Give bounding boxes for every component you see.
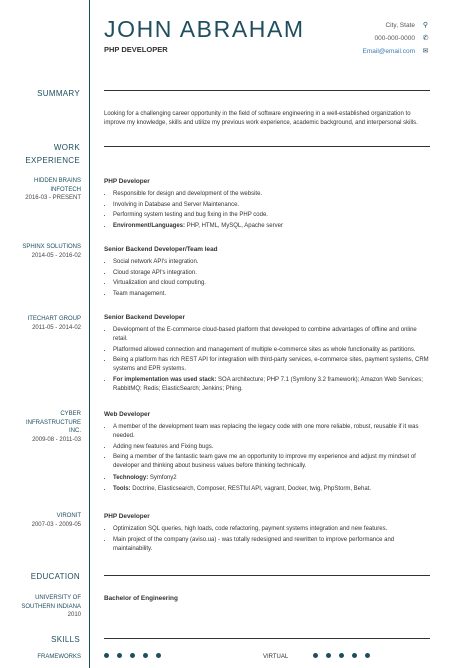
job-meta <box>0 243 81 260</box>
job-details <box>104 410 430 495</box>
tech-text: Symfony2 <box>148 475 177 481</box>
company-name: ITECHART GROUP <box>27 316 81 322</box>
skills-heading: SKILLS <box>51 635 80 644</box>
job-bullet: • Adding new features and Fixing bugs. <box>113 443 430 452</box>
tools-label: Tools: <box>113 485 131 492</box>
email-link[interactable]: Email@email.com <box>362 48 415 55</box>
experience-heading <box>0 141 80 167</box>
rating-dot-icon <box>339 653 344 658</box>
education-meta <box>0 594 81 620</box>
job-bullet <box>113 474 430 483</box>
location-text: City, State <box>385 22 415 29</box>
stack-text: SOA architecture; PHP 7.1 (Symfony 3.2 framework); Amazon Web Services; RabbitMQ; Redis; ElasticSearch; Jenkins; Phing. <box>113 376 423 392</box>
job-bullet: • Responsible for design and development of the website. <box>113 190 430 199</box>
job-bullet <box>113 376 430 394</box>
rating-dot-icon <box>352 653 357 658</box>
phone-text: 000-000-0000 <box>374 35 415 42</box>
job-bullets <box>104 326 430 394</box>
company-name-line2: INFOTECH <box>50 186 81 193</box>
job-bullet <box>113 485 430 494</box>
company-name: SPHINX SOLUTIONS <box>22 244 81 250</box>
job-bullet <box>113 222 430 231</box>
job-details <box>104 313 430 395</box>
phone-icon: ✆ <box>422 35 429 42</box>
skills-divider <box>104 638 430 639</box>
job-dates: 2011-05 - 2014-02 <box>32 324 81 331</box>
env-text: PHP, HTML, MySQL, Apache server <box>185 222 283 229</box>
skill-label: FRAMEWORKS <box>37 654 81 660</box>
job-bullet: • Being a member of the fantastic team gave me an opportunity to improve my experience and adjust my mindset of developer and thinking about business values before thinking technically. <box>113 453 430 471</box>
map-pin-icon: ⚲ <box>422 22 429 29</box>
rating-dot-icon <box>156 653 161 658</box>
job-bullet: • Platformed allowed connection and management of multiple e-commerce sites as whole functionality as partitions. <box>113 346 430 355</box>
skill-rating-dots <box>104 653 161 658</box>
job-bullets <box>104 423 430 471</box>
school-name: UNIVERSITY OF <box>35 595 81 601</box>
job-bullet: • Main project of the company (aviso.ua) - was totally redesigned and rewritten to improve performance and maintainability. <box>113 536 430 554</box>
contact-email[interactable] <box>363 45 430 58</box>
job-bullet: • Cloud storage API's integration. <box>113 269 430 278</box>
job-tech-list <box>104 474 430 494</box>
job-bullet: • Social network API's integration. <box>113 258 430 267</box>
contact-location <box>363 19 430 32</box>
resume-header <box>104 16 305 54</box>
job-bullets <box>104 190 430 231</box>
company-name-line2: INFRASTRUCTURE <box>26 419 81 426</box>
rating-dot-icon <box>130 653 135 658</box>
rating-dot-icon <box>365 653 370 658</box>
job-bullet: • Virtualization and cloud computing. <box>113 279 430 288</box>
summary-divider <box>104 90 430 91</box>
job-meta <box>0 512 81 529</box>
job-meta <box>0 410 81 444</box>
job-title: Senior Backend Developer <box>104 314 185 321</box>
candidate-title: PHP DEVELOPER <box>104 45 168 54</box>
candidate-name: JOHN ABRAHAM <box>104 16 305 42</box>
tech-label: Technology: <box>113 475 149 481</box>
graduation-year: 2010 <box>67 612 81 618</box>
company-name: HIDDEN BRAINS <box>33 178 81 184</box>
contact-info <box>363 19 430 58</box>
education-heading: EDUCATION <box>30 572 80 581</box>
experience-heading-line2: EXPERIENCE <box>25 156 80 165</box>
job-title: Web Developer <box>104 411 151 418</box>
job-bullet: • Performing system testing and bug fixing in the PHP code. <box>113 211 430 220</box>
job-bullet: • Being a platform has rich REST API for integration with third-party services, e-commerce sites, payment systems, CRM systems and EPR systems. <box>113 356 430 374</box>
job-bullet: • A member of the development team was replacing the legacy code with one more reliable, robust, reusable if it was needed. <box>113 423 430 441</box>
job-bullet: • Development of the E-commerce cloud-based platform that developed to combine advantages of offline and online retail. <box>113 326 430 344</box>
job-bullets <box>104 258 430 299</box>
job-bullets <box>104 525 430 554</box>
tools-text: Doctrine, Elasticsearch, Composer, RESTful API, vagrant, Docker, twig, PhpStorm, Behat. <box>130 485 371 492</box>
job-details <box>104 177 430 232</box>
timeline-line <box>89 0 90 668</box>
job-title: Senior Backend Developer/Team lead <box>104 246 218 253</box>
rating-dot-icon <box>143 653 148 658</box>
company-name: VIRONIT <box>56 513 81 519</box>
rating-dot-icon <box>104 653 109 658</box>
rating-dot-icon <box>313 653 318 658</box>
summary-heading: SUMMARY <box>37 89 80 98</box>
experience-heading-line1: WORK <box>53 143 80 152</box>
stack-label: For implementation was used stack: <box>113 376 217 383</box>
job-details <box>104 245 430 300</box>
job-meta <box>0 315 81 332</box>
job-details <box>104 512 430 555</box>
job-meta <box>0 177 81 203</box>
education-details <box>104 594 430 607</box>
company-name: CYBER <box>60 411 81 417</box>
contact-phone <box>363 32 430 45</box>
job-bullet: • Team management. <box>113 290 430 299</box>
degree-title: Bachelor of Engineering <box>104 595 178 602</box>
job-dates: 2016-03 - PRESENT <box>25 195 81 201</box>
education-divider <box>104 575 430 576</box>
skill-rating-dots <box>313 653 370 658</box>
experience-divider <box>104 146 430 147</box>
job-bullet: • Involving in Database and Server Maintenance. <box>113 201 430 210</box>
rating-dot-icon <box>326 653 331 658</box>
job-dates: 2014-05 - 2016-02 <box>31 252 81 259</box>
school-name-line2: SOUTHERN INDIANA <box>21 603 81 610</box>
job-bullet: • Optimization SQL queries, high loads, code refactoring, payment systems integration and new features. <box>113 525 430 534</box>
env-label: Environment/Languages: <box>113 222 186 229</box>
company-name-line3: INC. <box>69 428 81 434</box>
job-title: PHP Developer <box>104 513 150 520</box>
job-dates: 2009-08 - 2011-03 <box>32 436 81 443</box>
rating-dot-icon <box>117 653 122 658</box>
job-dates: 2007-03 - 2009-05 <box>31 521 81 528</box>
summary-text: Looking for a challenging career opportunity in the field of software engineering in a well-established organization to improve my knowledge, skills and utilize my previous work experience, academic background, and interpersonal skills. <box>104 111 418 126</box>
job-title: PHP Developer <box>104 178 150 185</box>
skill-label: VIRTUAL <box>263 654 289 660</box>
envelope-icon: ✉ <box>422 48 429 55</box>
